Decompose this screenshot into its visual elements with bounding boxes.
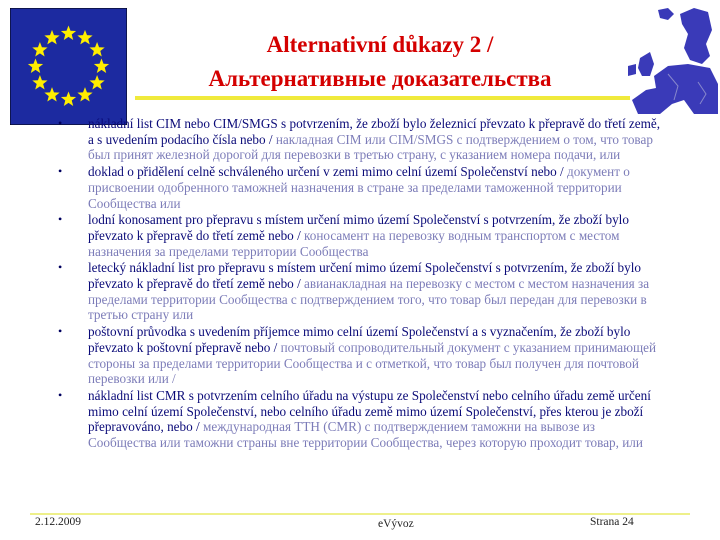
czech-text: poštovní průvodka s uvedením příjemce mimo celní území Společenství a s vyznačením, že zboží bylo převzato k poštovní přepravě nebo / [88, 324, 631, 355]
title-underline [135, 96, 630, 100]
russian-text: авианакладная на перевозку с местом с местом назначения за пределами территории Сообщества с подтверждением того, что товар был передан для перевозки в третью страну или [88, 276, 650, 323]
bullet-icon: • [58, 387, 63, 402]
list-item [58, 116, 663, 163]
list-item [58, 324, 663, 387]
list-item [58, 388, 663, 451]
russian-text: документ о присвоении одобренного таможней назначения в стране за пределами таможенной территории Сообщества или [88, 164, 630, 211]
list-item [58, 212, 663, 259]
czech-text: nákladní list CMR s potvrzením celního úřadu na výstupu ze Společenství nebo celního úřadu země určení mimo celní území Společenství, nebo celního úřadu země mimo území Společenství, přes kterou je zboží přepravováno, nebo / [88, 387, 651, 435]
bullet-icon: • [58, 324, 63, 339]
czech-text: letecký nákladní list pro přepravu s místem určení mimo území Společenství s potvrzením, že zboží bylo převzato k přepravě do třetí země nebo / [88, 260, 641, 292]
czech-text: nákladní list CIM nebo CIM/SMGS s potvrzením, že zboží bylo železnicí převzato k přepravě do třetí země, a s uvedením podacího čísla nebo / [88, 116, 661, 147]
bullet-icon: • [58, 260, 63, 275]
bullet-icon: • [58, 212, 63, 227]
bullet-icon: • [58, 116, 63, 130]
footer-center: eVývoz [378, 518, 414, 530]
footer-rule [30, 513, 690, 515]
russian-text: накладная CIM или CIM/SMGS с подтверждением о том, что товар был принят железной дорогой для перевозки в третью страну, с указанием номера подачи, или [88, 131, 653, 163]
slide-title [140, 28, 620, 96]
bullet-list [58, 116, 663, 451]
list-item [58, 260, 663, 323]
czech-text: doklad o přidělení celně schváleného určení v zemi mimo celní území Společenství nebo / [88, 164, 564, 180]
russian-text: международная ТТН (CMR) с подтверждением таможни на вывозе из Сообщества или таможни страны вне территории Сообщества, через которую проходит товар, или [88, 419, 643, 451]
bullet-icon: • [58, 164, 63, 179]
title-czech: Alternativní důkazy 2 / [266, 32, 494, 57]
footer-date: 2.12.2009 [35, 516, 81, 528]
russian-text: коносамент на перевозку водным транспортом с местом назначения за пределами территории Сообщества [88, 227, 620, 259]
list-item [58, 164, 663, 211]
czech-text: lodní konosament pro přepravu s místem určení mimo území Společenství s potvrzením, že zboží bylo převzato k přepravě do třetí země nebo / [88, 212, 629, 243]
russian-text: почтовый сопроводительный документ с указанием принимающей стороны за пределами территории Сообщества и с отметкой, что товар был получен для почтовой перевозки или / [88, 339, 657, 387]
eu-flag-icon [10, 8, 127, 125]
footer-page-number: Strana 24 [590, 516, 634, 528]
title-russian: Альтернативные доказательства [208, 66, 552, 91]
